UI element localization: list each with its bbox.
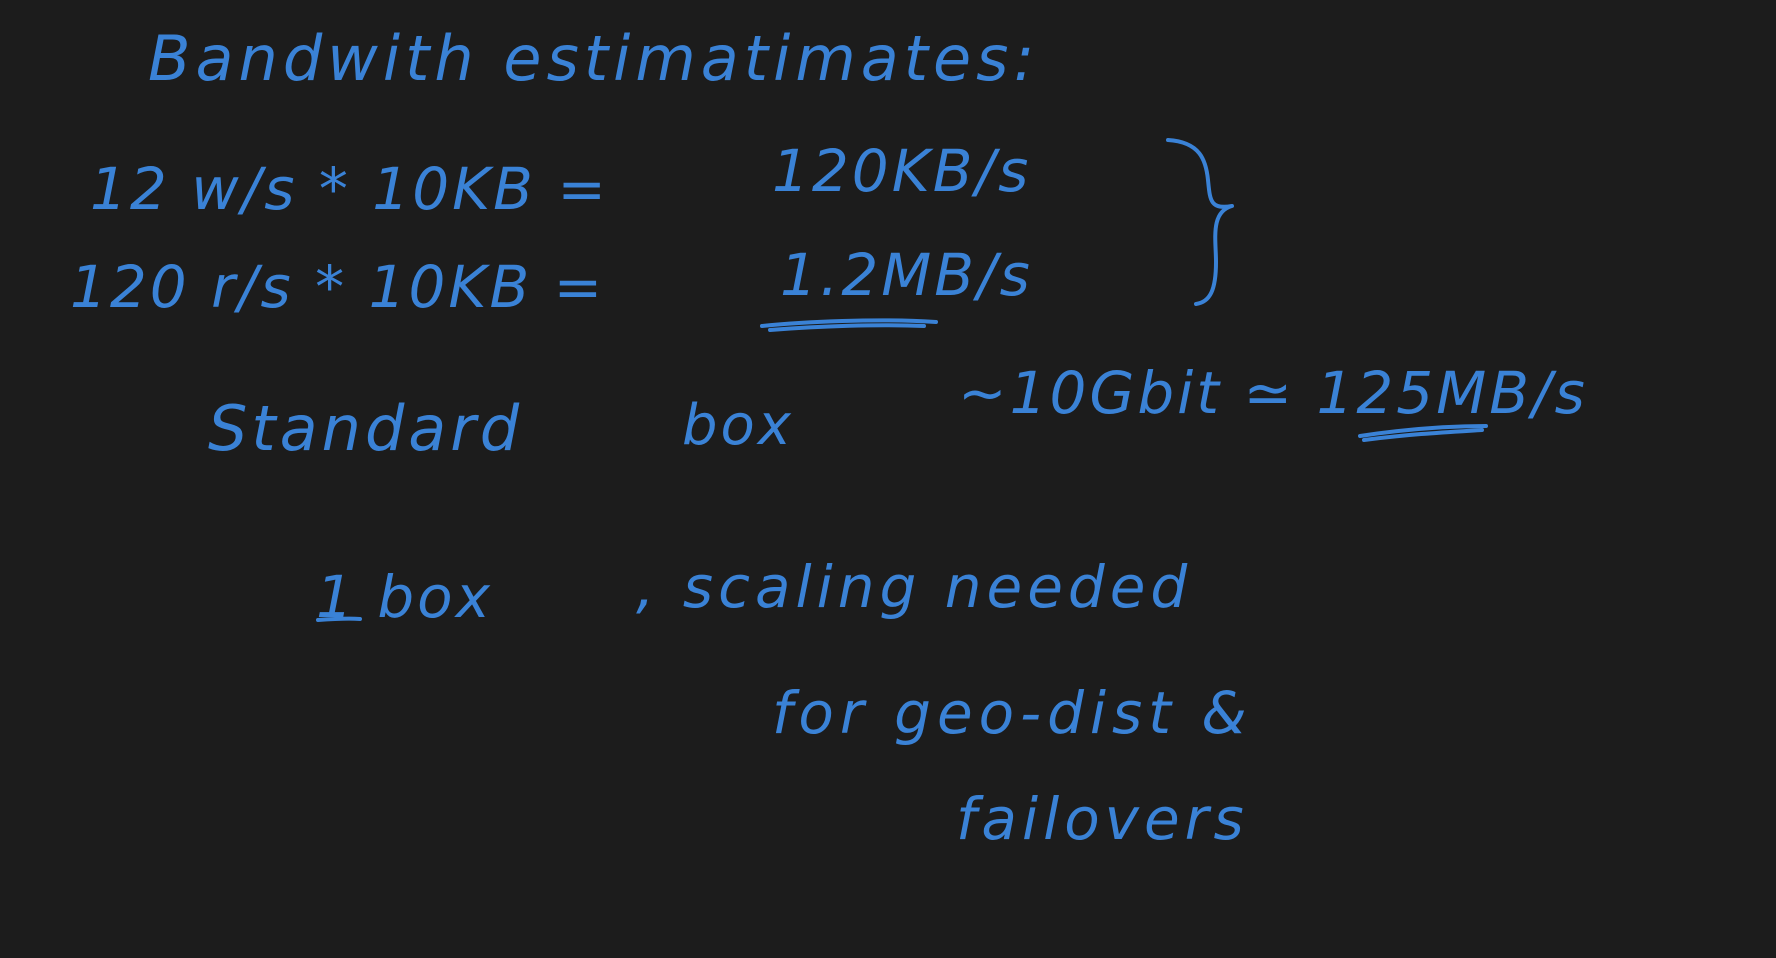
one-box-note: 1 box <box>316 563 493 631</box>
read-bandwidth-result: 1.2MB/s <box>780 241 1033 309</box>
geo-dist-note: for geo-dist & <box>772 679 1253 747</box>
heading-bandwidth-estimates: Bandwith estimatimates: <box>148 22 1040 95</box>
curly-brace-stroke <box>1168 140 1232 304</box>
read-bandwidth-calculation: 120 r/s * 10KB = <box>70 253 606 321</box>
underline-read-result <box>762 320 936 326</box>
underline-capacity <box>1360 426 1486 436</box>
scaling-note: , scaling needed <box>636 553 1193 621</box>
underline-read-result-2 <box>770 325 924 330</box>
failovers-note: failovers <box>956 785 1249 853</box>
write-bandwidth-result: 120KB/s <box>772 137 1032 205</box>
box-label: box <box>682 393 794 458</box>
underline-capacity-2 <box>1364 430 1482 440</box>
box-capacity: ~10Gbit ≃ 125MB/s <box>958 359 1588 427</box>
write-bandwidth-calculation: 12 w/s * 10KB = <box>90 155 609 223</box>
standard-label: Standard <box>208 392 524 465</box>
